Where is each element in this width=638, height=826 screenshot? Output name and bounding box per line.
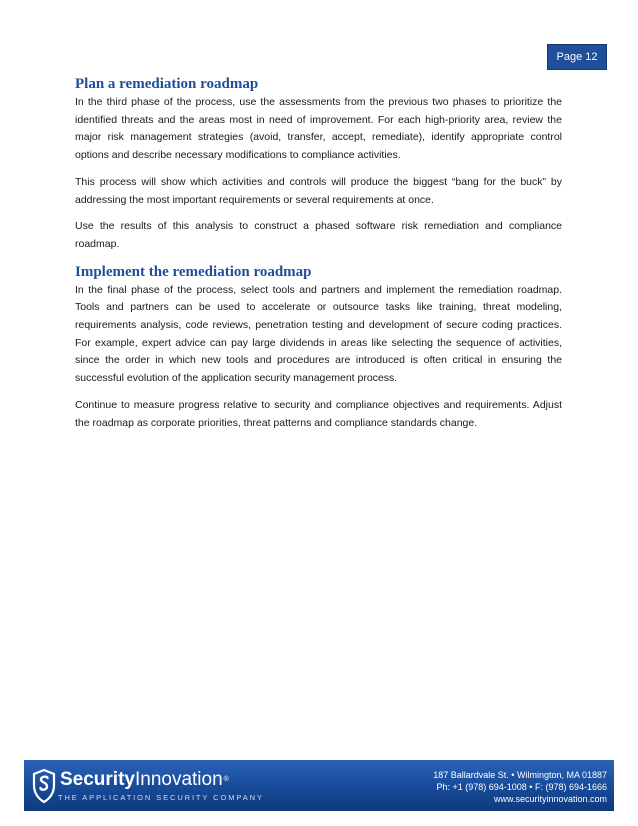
footer-band bbox=[24, 760, 614, 811]
paragraph: In the final phase of the process, select tools and partners and implement the remediation roadmap. Tools and partners can be used to accelerate or outsource tasks like training, threat modeling, requirements analysis, code reviews, penetration testing and development of secure coding practices. For example, expert advice can pay large dividends in areas like selecting the sequence of activities, since the order in which new tools and procedures are introduced is often critical in ensuring the successful evolution of the application security management process. bbox=[75, 283, 562, 385]
logo-tagline: THE APPLICATION SECURITY COMPANY bbox=[58, 793, 264, 802]
company-address bbox=[357, 769, 607, 805]
page-number-badge: Page 12 bbox=[547, 44, 607, 70]
paragraph: This process will show which activities and controls will produce the biggest “bang for the buck” by addressing the most important requirements or several requirements at once. bbox=[75, 175, 562, 206]
document-body bbox=[75, 75, 562, 441]
address-line: 187 Ballardvale St. • Wilmington, MA 01887 bbox=[433, 770, 607, 780]
paragraph: In the third phase of the process, use the assessments from the previous two phases to prioritize the identified threats and the areas most in need of improvement. For each high-priority area, review the major risk management strategies (avoid, transfer, accept, remediate), identify appropriate control options and describe necessary modifications to compliance activities. bbox=[75, 96, 562, 162]
logo-wordmark: SecurityInnovation® bbox=[60, 769, 229, 790]
section-heading-plan: Plan a remediation roadmap bbox=[75, 76, 259, 92]
security-innovation-logo-icon bbox=[32, 768, 56, 804]
paragraph: Use the results of this analysis to construct a phased software risk remediation and compliance roadmap. bbox=[75, 220, 562, 250]
phone-fax-line: Ph: +1 (978) 694-1008 • F: (978) 694-1666 bbox=[436, 782, 607, 792]
website-link[interactable]: www.securityinnovation.com bbox=[493, 794, 607, 804]
paragraph: Continue to measure progress relative to security and compliance objectives and requirements. Adjust the roadmap as corporate priorities, threat patterns and compliance standards change. bbox=[75, 398, 562, 429]
section-heading-implement: Implement the remediation roadmap bbox=[75, 263, 312, 280]
